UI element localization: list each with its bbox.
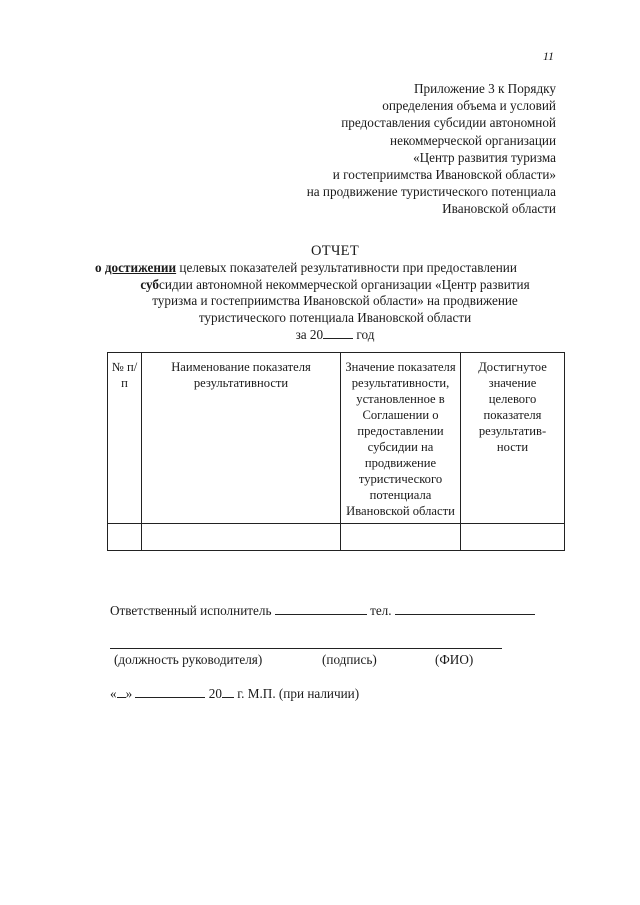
sig-position-caption: (должность руководителя) [114, 652, 263, 667]
table-cell [461, 524, 565, 551]
header-planned-value: Значение показателя результативности, установленное в Соглашении о предоставлении субсидии на продвижение туристического потенциала Ивановской области [341, 353, 461, 524]
phone-blank [395, 602, 535, 615]
year-blank [323, 326, 353, 339]
responsible-line [110, 602, 535, 619]
appendix-line: Ивановской области [442, 201, 556, 217]
report-subtitle [95, 260, 575, 344]
report-subtitle-line3: туризма и гостеприимства Ивановской области» на продвижение [152, 293, 518, 309]
day-blank [117, 685, 126, 698]
sig-signature-caption: (подпись) [322, 652, 377, 667]
responsible-blank [275, 602, 367, 615]
signature-line [110, 648, 502, 649]
header-achieved-value: Достигнутое значение целевого показателя результатив-ности [461, 353, 565, 524]
indicators-table [107, 352, 565, 551]
header-indicator-name: Наименование показателя результативности [142, 353, 341, 524]
responsible-label: Ответственный исполнитель [110, 603, 272, 618]
table-header-row [108, 353, 565, 524]
appendix-line: предоставления субсидии автономной [341, 115, 556, 131]
report-period: за 20 год [295, 327, 375, 343]
table-cell [341, 524, 461, 551]
appendix-line: Приложение 3 к Порядку [414, 81, 556, 96]
phone-label: тел. [370, 603, 392, 618]
table-cell [108, 524, 142, 551]
appendix-line: и гостеприимства Ивановской области» [332, 167, 556, 183]
date-line: « » 20 г. М.П. (при наличии) [110, 686, 360, 701]
year-suffix-blank [222, 685, 234, 698]
month-blank [135, 685, 205, 698]
sig-fio-caption: (ФИО) [435, 652, 474, 667]
table-row [108, 524, 565, 551]
page-number: 11 [542, 49, 554, 63]
table-cell [142, 524, 341, 551]
appendix-line: некоммерческой организации [390, 132, 556, 148]
appendix-line: «Центр развития туризма [413, 149, 556, 165]
header-num: № п/п [108, 353, 142, 524]
report-title: ОТЧЕТ [311, 243, 359, 259]
report-subtitle-line2: субсидии автономной некоммерческой организации «Центр развития [140, 276, 530, 292]
report-subtitle-line1: о достижении целевых показателей результативности при предоставлении [95, 260, 517, 275]
report-subtitle-line4: туристического потенциала Ивановской области [198, 309, 472, 325]
appendix-line: на продвижение туристического потенциала [306, 184, 556, 200]
appendix-line: определения объема и условий [382, 98, 556, 114]
appendix-header [226, 80, 556, 218]
